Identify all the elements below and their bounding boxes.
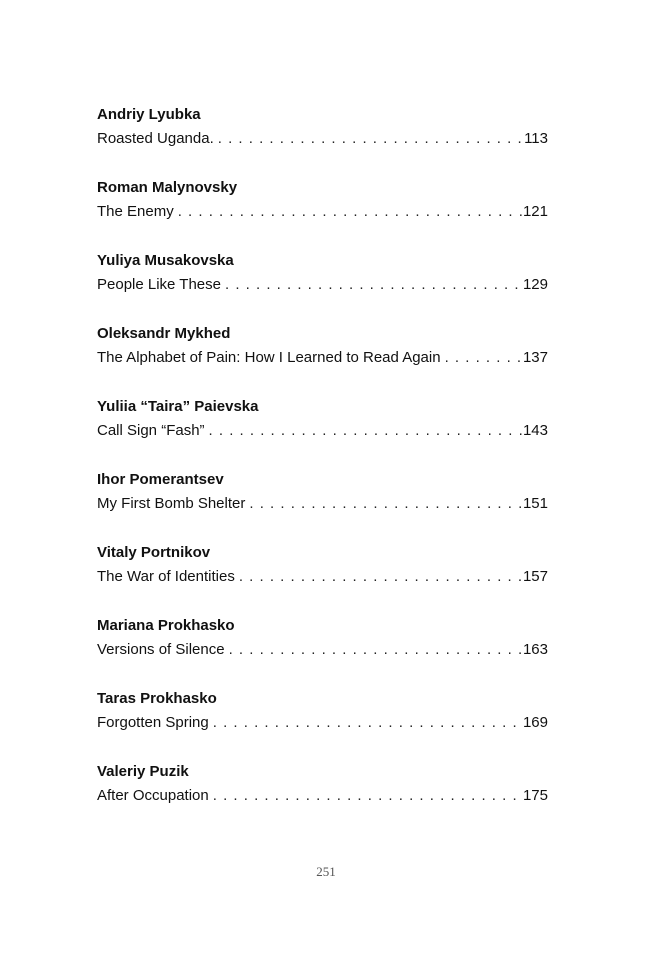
entry-page-number: 137 (522, 349, 548, 366)
toc-entry (97, 761, 548, 834)
dot-leader (245, 492, 522, 516)
entry-title: Call Sign “Fash” (97, 422, 205, 439)
entry-line (97, 492, 548, 516)
table-of-contents (97, 104, 548, 834)
entry-author: Taras Prokhasko (97, 690, 217, 707)
dot-leader (205, 419, 522, 443)
toc-entry (97, 469, 548, 542)
entry-title: The Alphabet of Pain: How I Learned to Read Again (97, 349, 441, 366)
entry-page-number: 163 (522, 641, 548, 658)
entry-title: The War of Identities (97, 568, 235, 585)
entry-page-number: 157 (522, 568, 548, 585)
dot-leader (174, 200, 522, 224)
dot-leader (225, 638, 522, 662)
entry-author: Vitaly Portnikov (97, 544, 211, 561)
dot-leader (214, 127, 522, 151)
toc-entry (97, 177, 548, 250)
entry-line (97, 127, 548, 151)
toc-entry (97, 396, 548, 469)
entry-title: After Occupation (97, 787, 209, 804)
entry-author: Ihor Pomerantsev (97, 471, 224, 488)
toc-entry (97, 615, 548, 688)
entry-author: Valeriy Puzik (97, 763, 189, 780)
entry-page-number: 143 (522, 422, 548, 439)
entry-page-number: 151 (522, 495, 548, 512)
entry-page-number: 129 (522, 276, 548, 293)
entry-line (97, 346, 548, 370)
dot-leader (221, 273, 522, 297)
entry-title: Versions of Silence (97, 641, 225, 658)
entry-title: Forgotten Spring (97, 714, 209, 731)
toc-entry (97, 104, 548, 177)
entry-author: Roman Malynovsky (97, 179, 238, 196)
entry-line (97, 638, 548, 662)
entry-title: Roasted Uganda. (97, 130, 214, 147)
toc-entry (97, 688, 548, 761)
entry-author: Oleksandr Mykhed (97, 325, 231, 342)
entry-line (97, 565, 548, 589)
entry-line (97, 200, 548, 224)
entry-page-number: 169 (522, 714, 548, 731)
toc-entry (97, 323, 548, 396)
entry-line (97, 419, 548, 443)
entry-line (97, 273, 548, 297)
dot-leader (209, 784, 522, 808)
entry-title: The Enemy (97, 203, 174, 220)
entry-author: Andriy Lyubka (97, 106, 201, 123)
dot-leader (209, 711, 522, 735)
toc-entry (97, 250, 548, 323)
page-number: 251 (316, 864, 336, 879)
entry-page-number: 113 (524, 130, 548, 147)
entry-title: My First Bomb Shelter (97, 495, 246, 512)
entry-title: People Like These (97, 276, 221, 293)
toc-entry (97, 542, 548, 615)
entry-author: Mariana Prokhasko (97, 617, 235, 634)
entry-author: Yuliya Musakovska (97, 252, 234, 269)
dot-leader (441, 346, 522, 370)
entry-line (97, 784, 548, 808)
entry-page-number: 121 (522, 203, 548, 220)
entry-page-number: 175 (522, 787, 548, 804)
entry-line (97, 711, 548, 735)
entry-author: Yuliia “Taira” Paievska (97, 398, 259, 415)
dot-leader (235, 565, 522, 589)
